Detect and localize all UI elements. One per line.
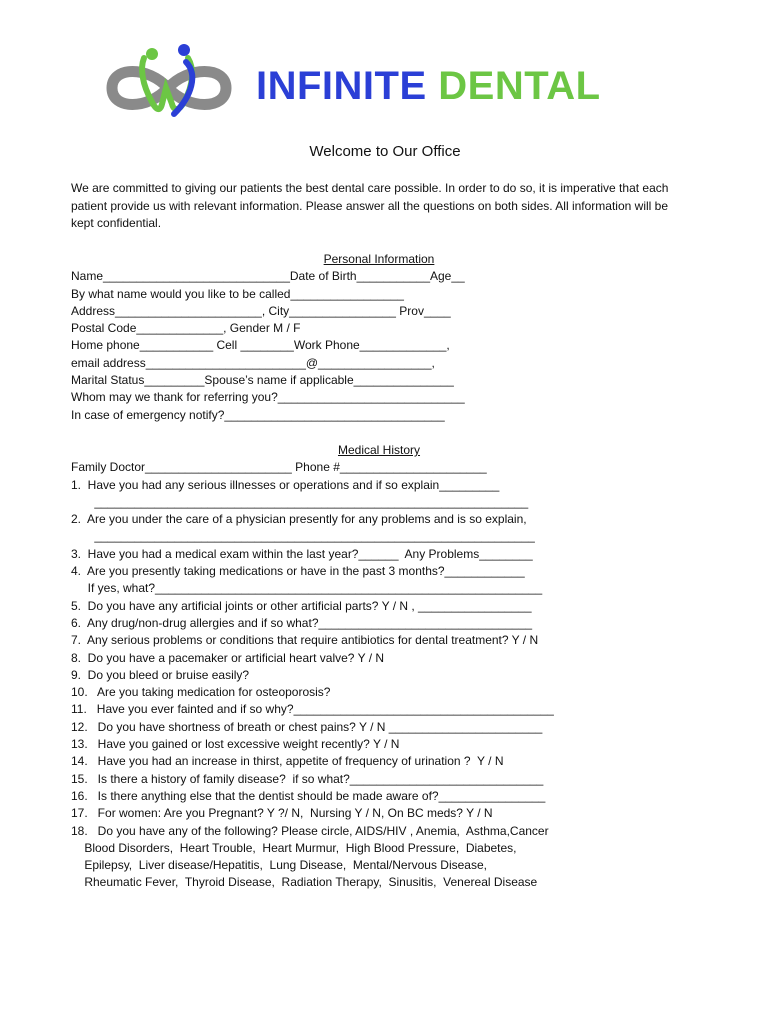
referral-field[interactable]: Whom may we thank for referring you?____________________________	[71, 390, 465, 405]
question-18[interactable]: 18. Do you have any of the following? Please circle, AIDS/HIV , Anemia, Asthma,Cancer	[71, 823, 549, 838]
phone-fields[interactable]: Home phone___________ Cell ________Work Phone_____________,	[71, 338, 450, 353]
question-5[interactable]: 5. Do you have any artificial joints or other artificial parts? Y / N , _________________	[71, 598, 532, 613]
family-doctor-field[interactable]: Family Doctor______________________ Phone #______________________	[71, 460, 487, 475]
question-12[interactable]: 12. Do you have shortness of breath or chest pains? Y / N _______________________	[71, 719, 543, 734]
page-title: Welcome to Our Office	[309, 143, 461, 160]
question-13[interactable]: 13. Have you gained or lost excessive weight recently? Y / N	[71, 737, 400, 752]
question-18-conditions[interactable]: Rheumatic Fever, Thyroid Disease, Radiation Therapy, Sinusitis, Venereal Disease	[71, 875, 538, 890]
name-dob-age-field[interactable]: Name____________________________Date of Birth___________Age__	[71, 269, 465, 284]
brand-name	[256, 66, 601, 106]
question-15[interactable]: 15. Is there a history of family disease? if so what?_____________________________	[71, 771, 544, 786]
intro-paragraph: We are committed to giving our patients the best dental care possible. In order to do so, it is imperative that each patient provide us with relevant information. Please answer all the questions on both sides. All information will be kept confidential.	[71, 181, 669, 230]
question-1-answer-line[interactable]: _________________________________________________________________	[71, 494, 529, 509]
brand-word-infinite: INFINITE	[256, 64, 427, 108]
address-field[interactable]: Address______________________, City________________ Prov____	[71, 303, 451, 318]
question-8[interactable]: 8. Do you have a pacemaker or artificial heart valve? Y / N	[71, 650, 385, 665]
question-10[interactable]: 10. Are you taking medication for osteoporosis?	[71, 685, 331, 700]
personal-information-heading: Personal Information	[323, 252, 435, 266]
marital-status-field[interactable]: Marital Status_________Spouse’s name if applicable_______________	[71, 373, 454, 388]
question-16[interactable]: 16. Is there anything else that the dentist should be made aware of?________________	[71, 788, 546, 803]
question-9[interactable]: 9. Do you bleed or bruise easily?	[71, 667, 250, 682]
question-18-conditions[interactable]: Epilepsy, Liver disease/Hepatitis, Lung Disease, Mental/Nervous Disease,	[71, 858, 487, 873]
question-1[interactable]: 1. Have you had any serious illnesses or operations and if so explain_________	[71, 477, 500, 492]
question-7[interactable]: 7. Any serious problems or conditions that require antibiotics for dental treatment? Y / N	[71, 633, 539, 648]
question-4-followup[interactable]: If yes, what?__________________________________________________________	[71, 581, 543, 596]
question-4[interactable]: 4. Are you presently taking medications or have in the past 3 months?____________	[71, 564, 525, 579]
infinite-dental-logo	[100, 44, 660, 124]
question-14[interactable]: 14. Have you had an increase in thirst, appetite of frequency of urination ? Y / N	[71, 754, 504, 769]
question-6[interactable]: 6. Any drug/non-drug allergies and if so what?________________________________	[71, 615, 533, 630]
question-3[interactable]: 3. Have you had a medical exam within the last year?______ Any Problems________	[71, 546, 533, 561]
question-2-answer-line[interactable]: __________________________________________________________________	[71, 529, 535, 544]
question-18-conditions[interactable]: Blood Disorders, Heart Trouble, Heart Murmur, High Blood Pressure, Diabetes,	[71, 840, 517, 855]
emergency-contact-field[interactable]: In case of emergency notify?_________________________________	[71, 407, 445, 422]
email-field[interactable]: email address________________________@_________________,	[71, 355, 435, 370]
personal-information-section	[71, 251, 681, 424]
question-2[interactable]: 2. Are you under the care of a physician presently for any problems and is so explain,	[71, 512, 527, 527]
medical-history-heading: Medical History	[337, 443, 421, 457]
question-17[interactable]: 17. For women: Are you Pregnant? Y ?/ N, Nursing Y / N, On BC meds? Y / N	[71, 806, 493, 821]
question-11[interactable]: 11. Have you ever fainted and if so why?_______________________________________	[71, 702, 554, 717]
brand-word-dental: DENTAL	[438, 64, 601, 108]
medical-history-section	[71, 442, 681, 892]
postal-gender-field[interactable]: Postal Code_____________, Gender M / F	[71, 321, 301, 336]
infinity-tooth-icon	[100, 44, 240, 124]
preferred-name-field[interactable]: By what name would you like to be called_________________	[71, 286, 404, 301]
